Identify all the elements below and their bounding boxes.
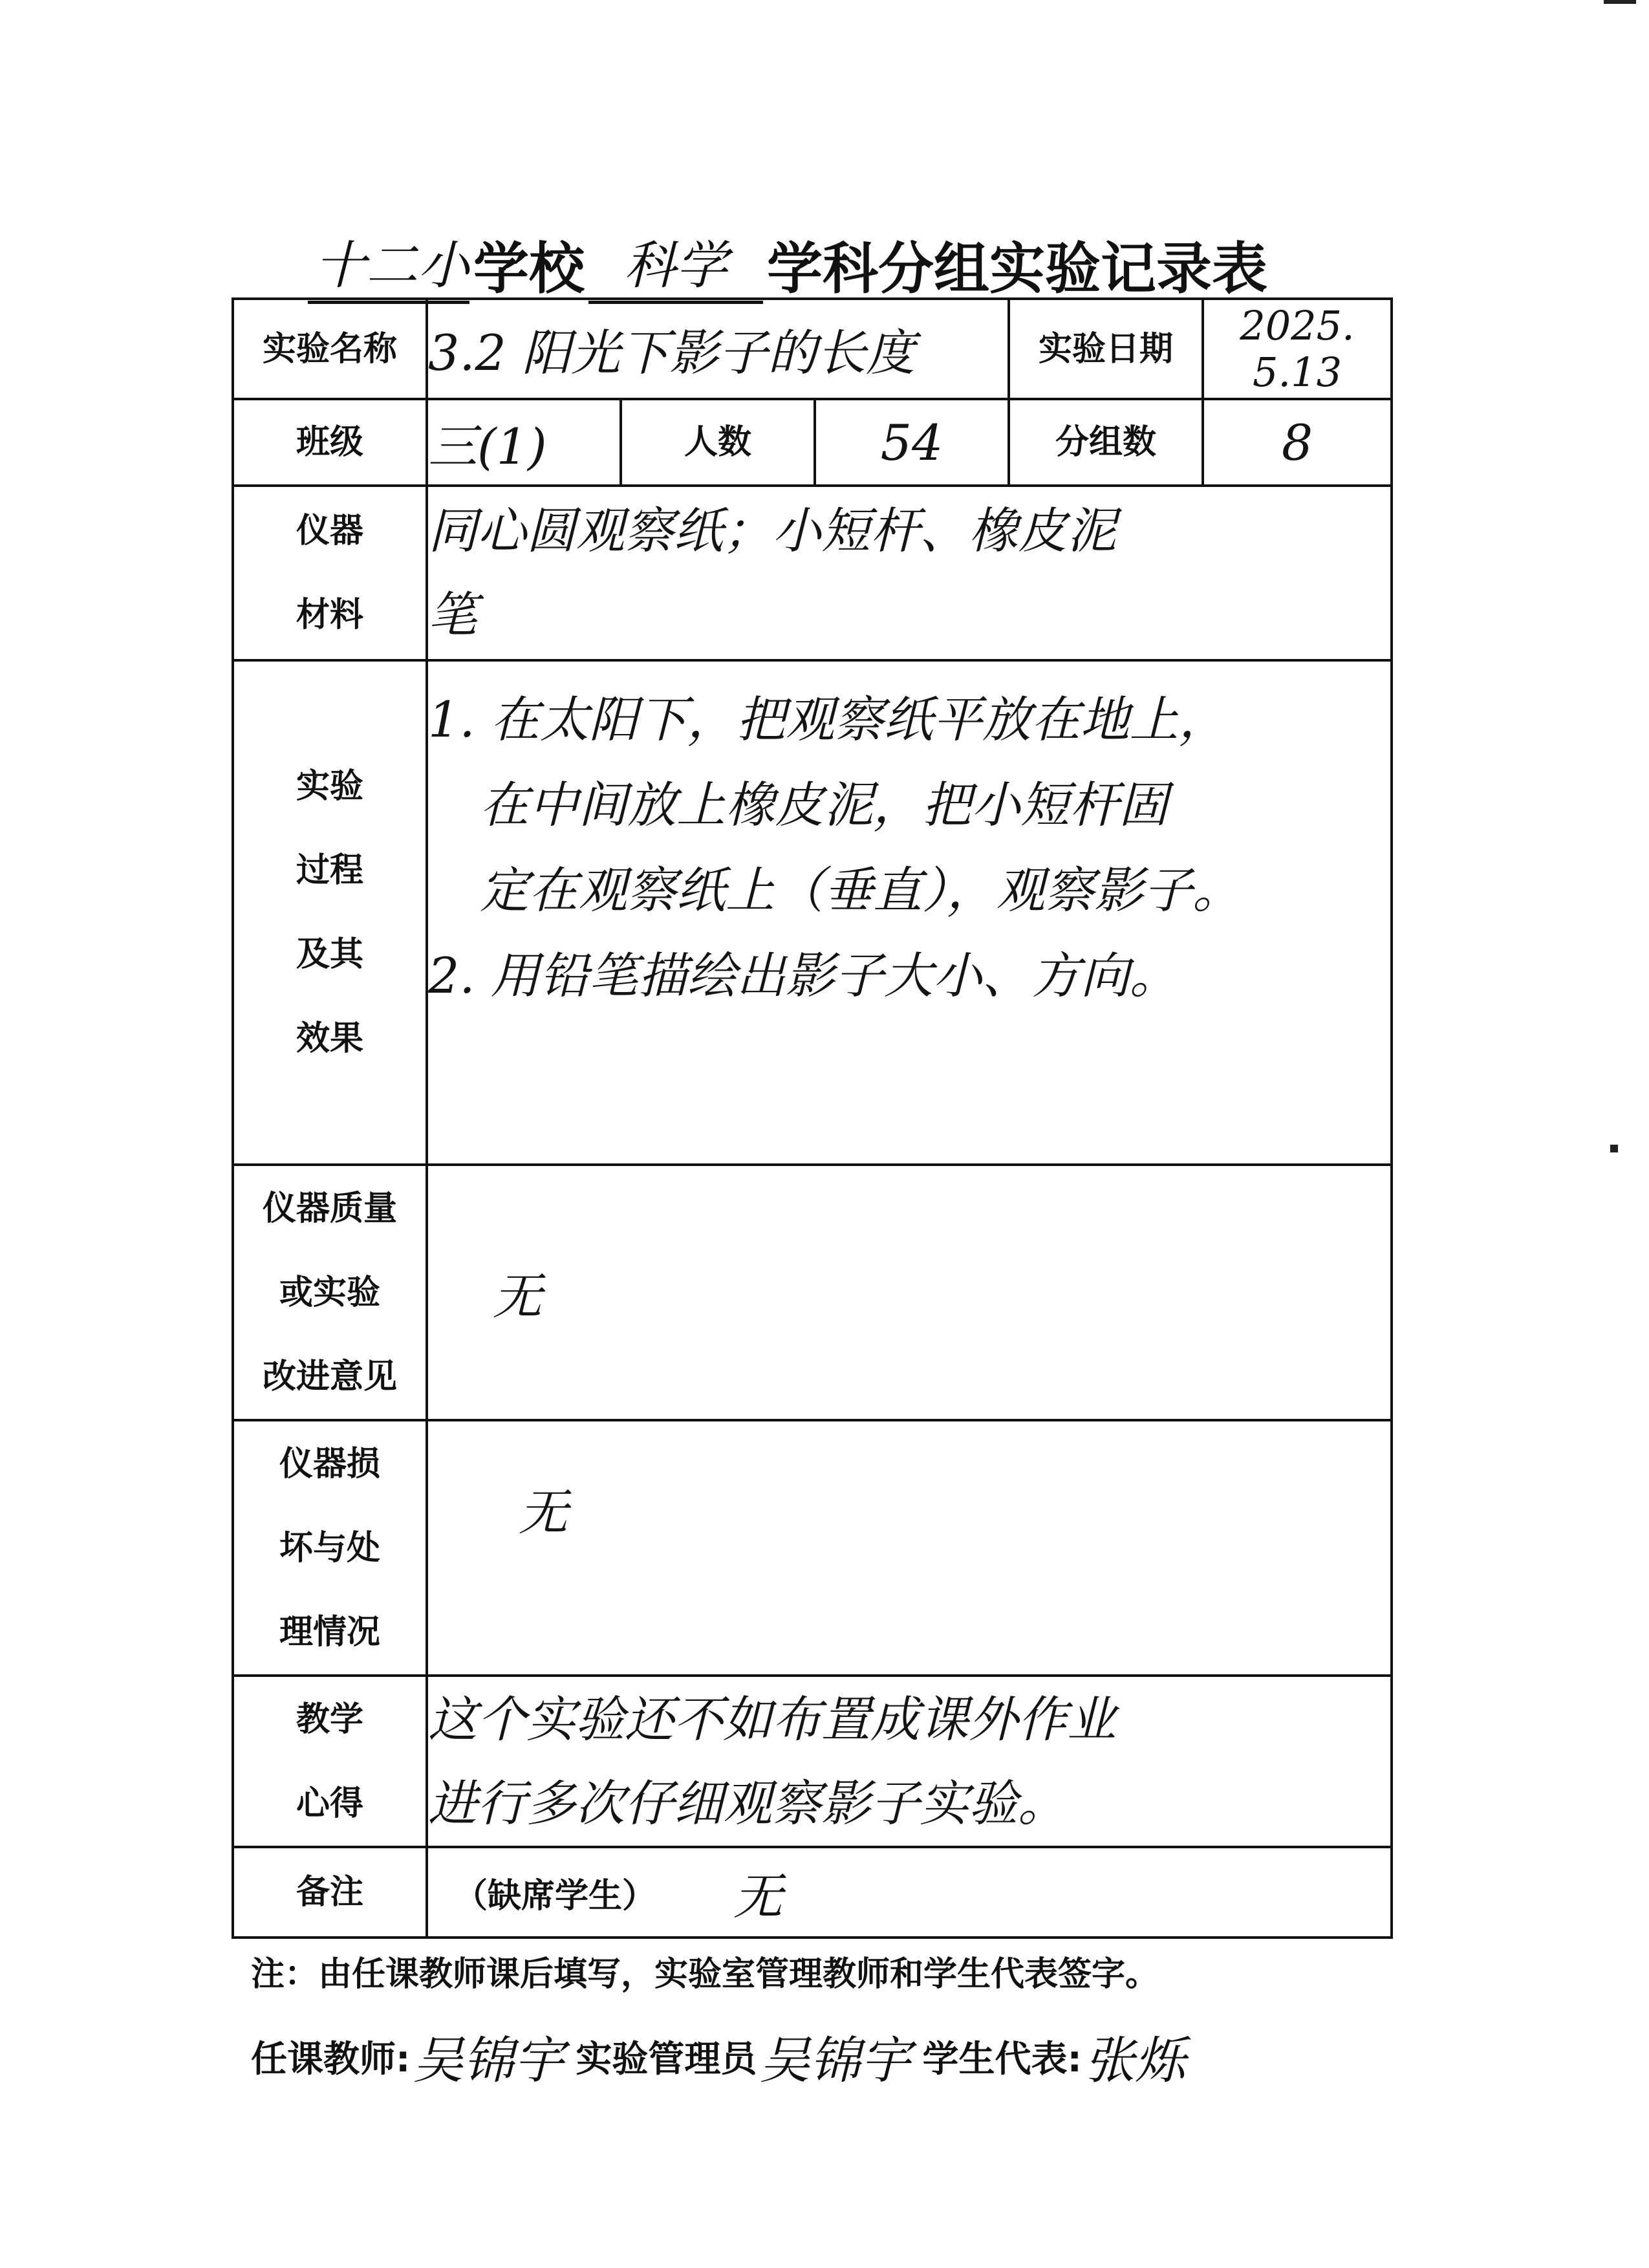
reflection-line: 进行多次仔细观察影子实验。 [428, 1774, 1067, 1832]
value-process [427, 660, 1392, 1165]
label-reflection-line: 教学 [296, 1700, 363, 1739]
label-equipment-line: 材料 [296, 596, 363, 634]
footer-note: 注：由任课教师课后填写，实验室管理教师和学生代表签字。 [251, 1955, 1159, 1994]
remarks-content [428, 1857, 1390, 1928]
label-damage-line: 理情况 [279, 1612, 380, 1652]
student-label: 学生代表: [922, 2038, 1082, 2080]
reflection-line: 这个实验还不如布置成课外作业 [428, 1690, 1116, 1748]
form-label: 学科分组实验记录表 [767, 237, 1267, 301]
label-equipment [233, 486, 427, 660]
student-signature: 张烁 [1084, 2032, 1185, 2090]
row-equipment [233, 486, 1392, 660]
equipment-line: 同心圆观察纸；小短杆、橡皮泥 [428, 502, 1116, 559]
school-label: 学校 [473, 237, 585, 301]
label-quality-line: 改进意见 [262, 1357, 397, 1396]
label-experiment-name: 实验名称 [233, 299, 427, 399]
value-damage: 无 [427, 1420, 1392, 1676]
value-remarks [427, 1847, 1392, 1938]
record-table [232, 297, 1393, 1939]
label-reflection-line: 心得 [296, 1784, 363, 1823]
teacher-label: 任课教师: [251, 2038, 411, 2080]
date-day: 5.13 [1252, 348, 1342, 396]
label-damage [233, 1420, 427, 1676]
row-process [233, 660, 1392, 1165]
process-line: 2. 用铅笔描绘出影子大小、方向。 [428, 947, 1179, 1004]
value-equipment [427, 486, 1392, 660]
label-quality-line: 仪器质量 [262, 1189, 397, 1228]
label-reflection [233, 1676, 427, 1847]
value-reflection [427, 1676, 1392, 1847]
value-quality: 无 [427, 1165, 1392, 1420]
scan-artifact-mark [1604, 0, 1636, 4]
absent-value: 无 [733, 1867, 783, 1925]
label-damage-line: 坏与处 [279, 1528, 380, 1568]
process-line: 在中间放上橡皮泥，把小短杆固 [480, 776, 1168, 834]
row-quality [233, 1165, 1392, 1420]
admin-signature: 吴锦宇 [759, 2032, 911, 2090]
row-reflection [233, 1676, 1392, 1847]
teacher-signature: 吴锦宇 [413, 2032, 565, 2090]
label-quality-line: 或实验 [279, 1273, 380, 1312]
equipment-line: 笔 [428, 586, 477, 643]
row-class [233, 399, 1392, 486]
label-damage-line: 仪器损 [279, 1444, 380, 1484]
form-title [304, 213, 1403, 304]
process-line: 1. 在太阳下，把观察纸平放在地上， [428, 691, 1228, 748]
label-groups: 分组数 [1009, 399, 1203, 486]
row-damage [233, 1420, 1392, 1676]
value-experiment-date [1203, 299, 1392, 399]
label-process-line: 实验 [296, 767, 363, 806]
value-class: 三(1) [427, 399, 621, 486]
label-experiment-date: 实验日期 [1009, 299, 1203, 399]
admin-label: 实验管理员 [576, 2038, 757, 2080]
absent-label: （缺席学生） [454, 1876, 656, 1916]
process-line: 定在观察纸上（垂直），观察影子。 [480, 861, 1242, 919]
label-class: 班级 [233, 399, 427, 486]
label-process-line: 过程 [296, 851, 363, 890]
scan-artifact-mark [1610, 1145, 1618, 1152]
label-process-line: 效果 [296, 1019, 363, 1058]
label-quality [233, 1165, 427, 1420]
signature-row [251, 2018, 1402, 2095]
subject-handwritten: 科学 [588, 224, 763, 304]
label-people: 人数 [621, 399, 815, 486]
value-experiment-name: 3.2 阳光下影子的长度 [427, 299, 1009, 399]
label-equipment-line: 仪器 [296, 512, 363, 550]
label-process [233, 660, 427, 1165]
row-experiment-name [233, 299, 1392, 399]
label-process-line: 及其 [296, 935, 363, 974]
value-people: 54 [815, 399, 1009, 486]
row-remarks [233, 1847, 1392, 1938]
process-lines [428, 662, 1390, 1019]
label-remarks: 备注 [233, 1847, 427, 1938]
value-groups: 8 [1203, 399, 1392, 486]
school-name-handwritten: 十二小 [308, 224, 469, 304]
date-year: 2025. [1240, 301, 1355, 349]
